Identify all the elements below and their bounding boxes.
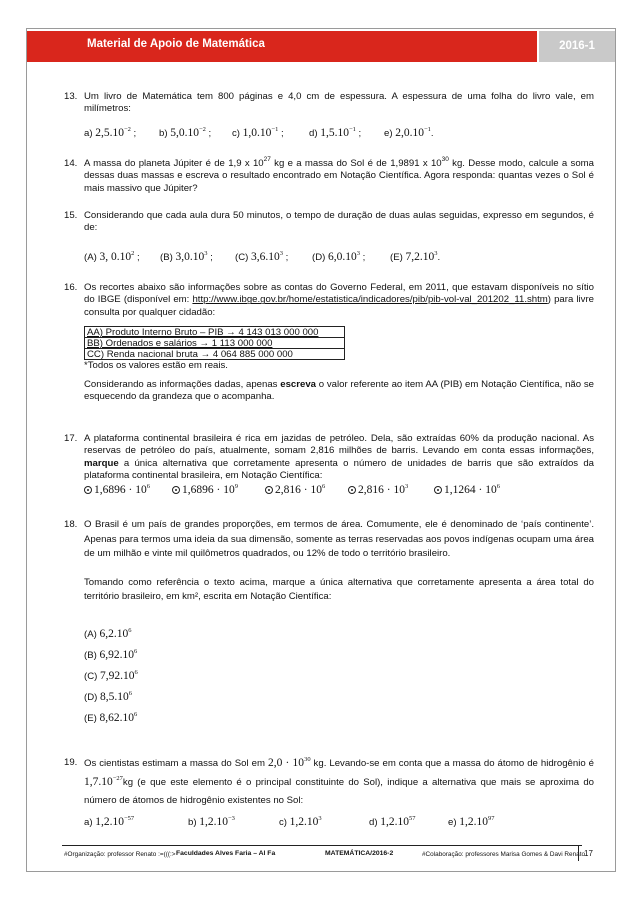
q18-option-a: (A) 6,2.10$^6$ [84,627,132,640]
q13-option-c: c) $1,0.10^{-1}$ ; [232,126,284,139]
info-box [84,326,594,372]
q15-option-e: (E) 7,2.10$^3$. [390,250,441,263]
question-text: Os recortes abaixo são informações sobre as contas do Governo Federal, em 2011, que estavam disponíveis no sítio do IBGE (disponível em: http://www.ibge.gov.br/home/estatistica/indicadores/pib/pib-vol-val_201202_11.shtm) para livre consulta por qualquer cidadão: [84,282,594,318]
q19-option-e: e) 1,2.10$^{97}$ [448,815,495,828]
footer-subject: MATEMÁTICA/2016-2 [325,850,394,857]
question-text: O Brasil é um país de grandes proporções, em termos de área. Comumente, ele é denominado de ‘país continente’. Apenas para termos uma ideia da sua dimensão, somente as terras reservadas aos povos indígenas ocupam uma área de um milhão e vinte mil quilômetros quadrados, ou 12% de todo o território brasileiro. [84,519,594,560]
q15-option-c: (C) 3,6.10$^3$ ; [235,250,289,263]
q17-option-b[interactable]: $1,6896 \cdot 10^9$ [172,484,238,496]
question-text: Um livro de Matemática tem 800 páginas e 4,0 cm de espessura. A espessura de uma folha do livro vale, em milímetros: [84,91,594,115]
question-number: 15. [64,210,78,221]
footer-divider [62,845,582,846]
radio-icon [348,486,356,494]
footer-collaboration: #Colaboração: professores Marisa Gomes & Davi Renato [422,851,586,858]
q19-option-d: d) 1,2.10$^{57}$ [369,815,416,828]
question-19 [64,754,594,810]
info-box-line: CC) Renda nacional bruta → 4 064 885 000 000 [84,348,345,360]
q15-options [84,251,604,267]
question-text: Considerando que cada aula dura 50 minutos, o tempo de duração de duas aulas seguidas, expresso em segundos, é de: [84,210,594,234]
page-number: 17 [578,846,598,861]
q19-options [84,816,604,832]
question-13 [64,91,594,116]
q19-option-b: b) $1,2.10^{-3}$ [188,815,235,828]
question-number: 17. [64,433,78,444]
info-note: *Todos os valores estão em reais. [84,360,228,372]
question-text: A massa do planeta Júpiter é de 1,9 x $10^{27}$ kg e a massa do Sol é de 1,9891 x $10^{30}$ kg. Desse modo, calcule a soma dessas duas massas e escreva o resultado encontrado em Notação Científica. Agora responda: quantas vezes o Sol é mais massivo que Júpiter? [84,156,594,194]
q15-option-d: (D) 6,0.10$^3$ ; [312,250,366,263]
q18-option-e: (E) 8,62.10$^6$ [84,711,138,724]
q18-options [84,628,284,738]
q15-option-a: (A) 3, 0.10$^2$ ; [84,250,140,263]
q17-option-a[interactable]: $1,6896 \cdot 10^6$ [84,484,150,496]
info-box-line: AA) Produto Interno Bruto – PIB → 4 143 013 000 000 [84,326,345,338]
question-18 [64,518,594,605]
header-title: Material de Apoio de Matemática [87,38,265,50]
question-number: 13. [64,91,78,102]
q17-option-d[interactable]: $2,816 \cdot 10^3$ [348,484,408,496]
question-text: Os cientistas estimam a massa do Sol em $2,0 \cdot 10^{30}$ kg. Levando-se em conta que a massa do átomo de hidrogênio é $1,7.10^{-27}kg$ (e que este elemento é o principal constituinte do Sol), indique a alternativa que mais se aproxima do número de átomos de hidrogênio existentes no Sol: [84,756,594,806]
question-17 [64,433,594,483]
q17-option-c[interactable]: $2,816 \cdot 10^6$ [265,484,325,496]
question-16 [64,282,594,403]
footer-school: Faculdades Alves Faria – Al Fa [176,850,276,857]
header-year: 2016-1 [537,31,615,62]
footer-organization: #Organização: professor Renato :=(((:> [64,851,176,858]
q18-option-c: (C) 7,92.10$^6$ [84,669,138,682]
q13-option-d: d) $1,5.10^{-1}$ ; [309,126,362,139]
radio-icon [84,486,92,494]
question-14 [64,158,594,195]
question-text: A plataforma continental brasileira é rica em jazidas de petróleo. Dela, são extraídas 60% da produção nacional. As reservas de petróleo do país, atualmente, somam 2,816 milhões de barris. Levando em conta essas informações, marque a única alternativa que corretamente apresenta o número de unidades de barris que são extraídos da plataforma continental brasileira, em Notação Científica: [84,433,594,482]
question-number: 14. [64,158,78,169]
q17-option-e[interactable]: $1,1264 \cdot 10^6$ [434,484,500,496]
question-instruction: Tomando como referência o texto acima, marque a única alternativa que corretamente apresenta a área total do território brasileiro, em km², escrita em Notação Científica: [84,576,594,603]
q13-option-e: e) $2,0.10^{-1}$. [384,126,434,139]
question-number: 18. [64,519,78,530]
q13-options [84,127,604,143]
header-bar [27,31,537,62]
q13-option-a: a) $2,5.10^{-2}$ ; [84,126,137,139]
q17-options [84,484,604,500]
info-box-line: BB) Ordenados e salários → 1 113 000 000 [84,337,345,349]
radio-icon [434,486,442,494]
question-number: 19. [64,757,78,768]
question-number: 16. [64,282,78,293]
question-15 [64,210,594,235]
q19-option-a: a) $1,2.10^{-57}$ [84,815,135,828]
radio-icon [172,486,180,494]
q15-option-b: (B) 3,0.10$^3$ ; [160,250,213,263]
q18-option-d: (D) 8,5.10$^6$ [84,690,132,703]
q18-option-b: (B) 6,92.10$^6$ [84,648,138,661]
q19-option-c: c) 1,2.10$^3$ [279,815,322,828]
ibge-link[interactable]: http://www.ibge.gov.br/home/estatistica/indicadores/pib/pib-vol-val_201202_11.shtm [192,294,548,306]
radio-icon [265,486,273,494]
q13-option-b: b) $5,0.10^{-2}$ ; [159,126,212,139]
question-instruction: Considerando as informações dadas, apenas escreva o valor referente ao item AA (PIB) em Notação Científica, não se esquecendo da grandeza que o acompanha. [84,378,594,403]
